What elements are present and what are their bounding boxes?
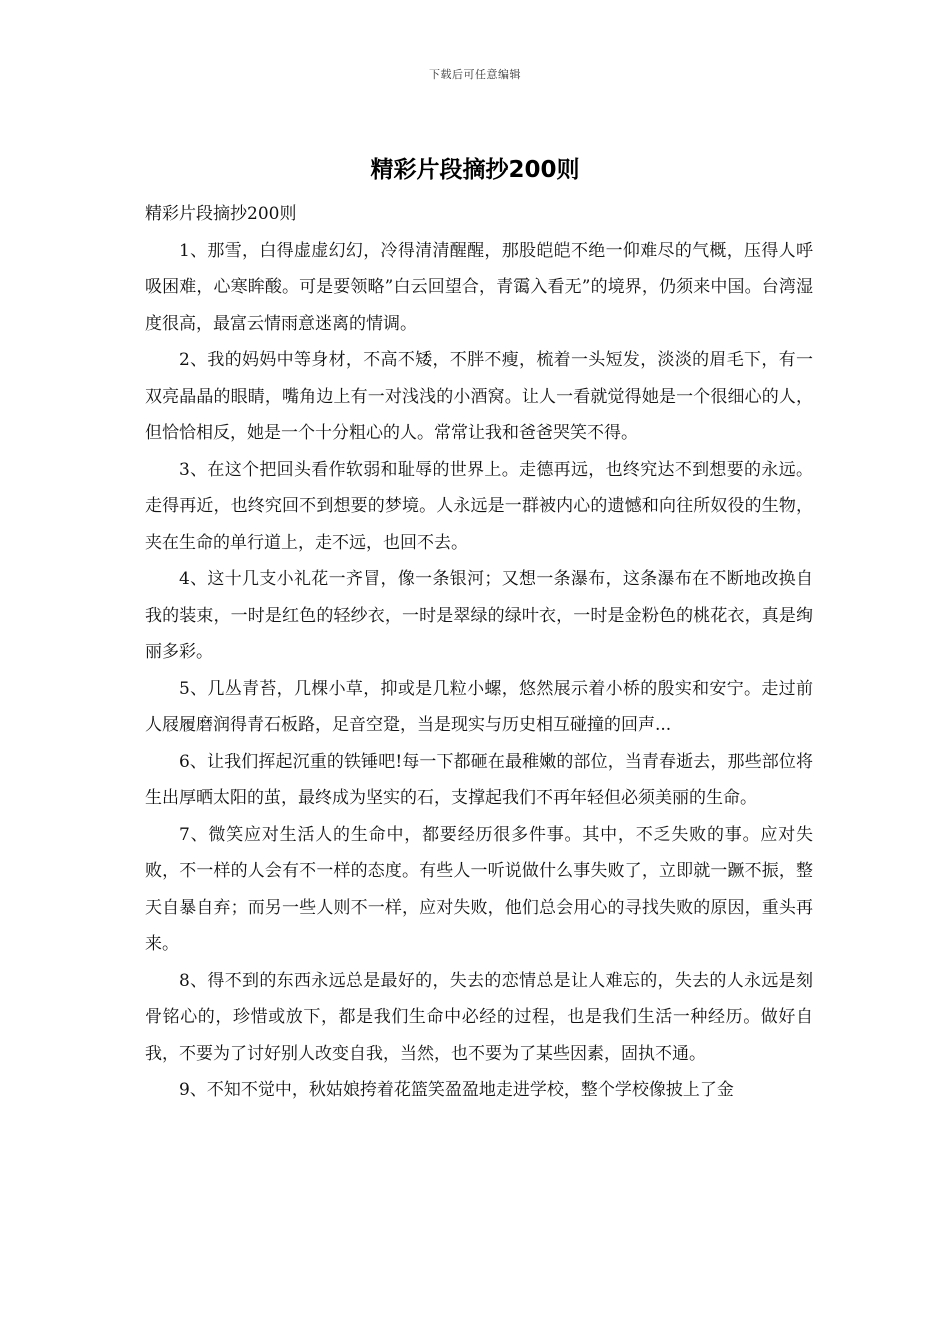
document-subtitle: 精彩片段摘抄200则 — [145, 204, 297, 224]
paragraph-2: 2、我的妈妈中等身材，不高不矮，不胖不瘦，梳着一头短发，淡淡的眉毛下，有一双亮晶晶的眼睛，嘴角边上有一对浅浅的小酒窝。让人一看就觉得她是一个很细心的人，但恰恰相反，她是一个十分粗心的人。常常让我和爸爸哭笑不得。 — [145, 350, 813, 443]
paragraph-5: 5、几丛青苔，几棵小草，抑或是几粒小螺，悠然展示着小桥的殷实和安宁。走过前人屐履磨润得青石板路，足音空跫，当是现实与历史相互碰撞的回声... — [145, 678, 813, 735]
paragraph-7: 7、微笑应对生活人的生命中，都要经历很多件事。其中，不乏失败的事。应对失败，不一样的人会有不一样的态度。有些人一听说做什么事失败了，立即就一蹶不振，整天自暴自弃；而另一些人则不一样，应对失败，他们总会用心的寻找失败的原因，重头再来。 — [145, 824, 813, 954]
paragraph-8: 8、得不到的东西永远总是最好的，失去的恋情总是让人难忘的，失去的人永远是刻骨铭心的，珍惜或放下，都是我们生命中必经的过程，也是我们生活一种经历。做好自我，不要为了讨好别人改变自我，当然，也不要为了某些因素，固执不通。 — [145, 970, 813, 1064]
paragraph-3: 3、在这个把回头看作软弱和耻辱的世界上。走德再远，也终究达不到想要的永远。走得再近，也终究回不到想要的梦境。人永远是一群被内心的遗憾和向往所奴役的生物，夹在生命的单行道上，走不远，也回不去。 — [145, 459, 813, 553]
document-title: 精彩片段摘抄200则 — [370, 157, 580, 183]
header-note: 下载后可任意编辑 — [429, 68, 521, 81]
paragraph-6: 6、让我们挥起沉重的铁锤吧!每一下都砸在最稚嫩的部位，当青春逝去，那些部位将生出厚晒太阳的茧，最终成为坚实的石，支撑起我们不再年轻但必须美丽的生命。 — [145, 751, 813, 808]
paragraph-9: 9、不知不觉中，秋姑娘挎着花篮笑盈盈地走进学校，整个学校像披上了金 — [179, 1080, 734, 1100]
paragraph-4: 4、这十几支小礼花一齐冒，像一条银河；又想一条瀑布，这条瀑布在不断地改换自我的装束，一时是红色的轻纱衣，一时是翠绿的绿叶衣，一时是金粉色的桃花衣，真是绚丽多彩。 — [145, 569, 813, 662]
document-body — [145, 196, 813, 1109]
paragraph-1: 1、那雪，白得虚虚幻幻，冷得清清醒醒，那股皑皑不绝一仰难尽的气概，压得人呼吸困难，心寒眸酸。可是要领略”白云回望合，青霭入看无”的境界，仍须来中国。台湾湿度很高，最富云情雨意迷离的情调。 — [145, 240, 813, 334]
